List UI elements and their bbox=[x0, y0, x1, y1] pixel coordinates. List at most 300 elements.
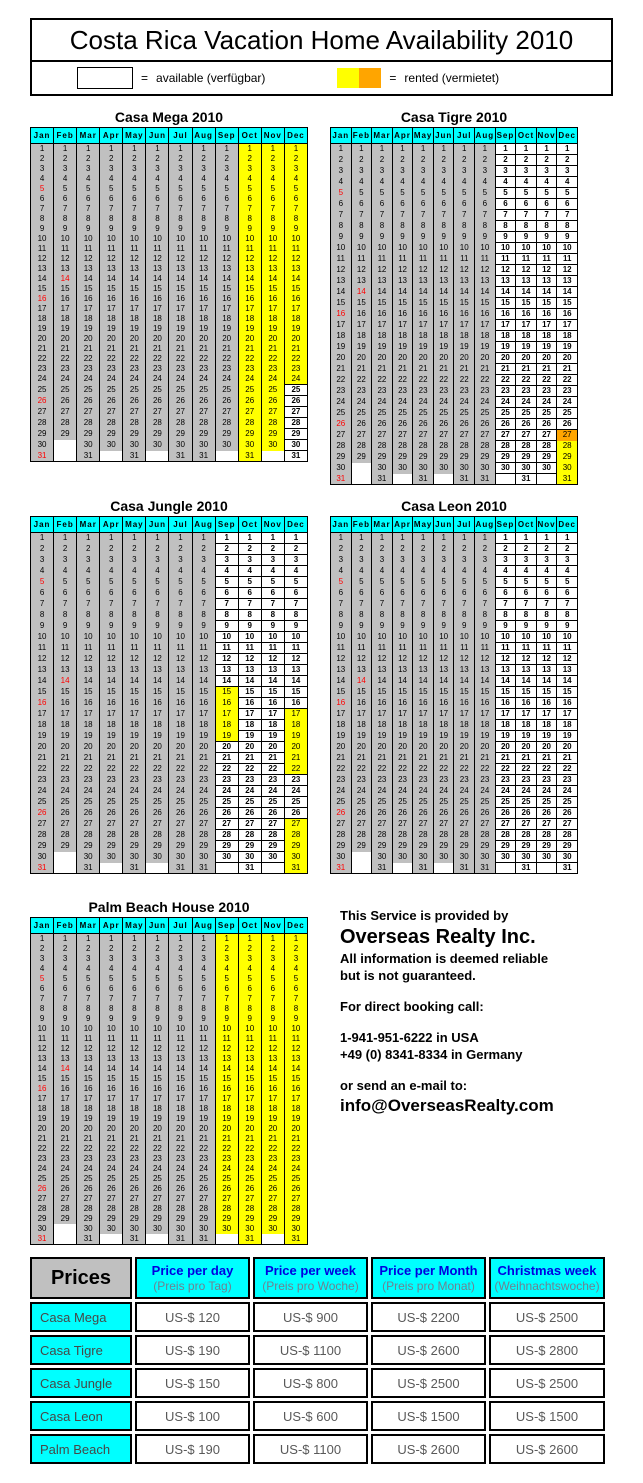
day-cell: 8 bbox=[146, 214, 169, 224]
day-cell: 6 bbox=[31, 984, 54, 994]
day-cell: 10 bbox=[100, 234, 123, 244]
day-cell: 17 bbox=[392, 709, 413, 720]
day-cell: 28 bbox=[284, 1204, 307, 1214]
day-cell: 17 bbox=[146, 1094, 169, 1104]
day-cell: 15 bbox=[372, 298, 393, 309]
day-cell: 4 bbox=[238, 964, 261, 974]
day-cell: 20 bbox=[169, 1124, 192, 1134]
house-name-cell: Casa Leon bbox=[30, 1401, 132, 1431]
day-cell: 20 bbox=[475, 742, 496, 753]
day-cell: 5 bbox=[261, 974, 284, 984]
day-cell: 26 bbox=[192, 396, 215, 407]
day-cell: 26 bbox=[475, 419, 496, 430]
day-cell: 31 bbox=[454, 863, 475, 874]
day-cell: 10 bbox=[495, 632, 516, 643]
day-cell: 4 bbox=[238, 174, 261, 184]
day-cell: 17 bbox=[123, 304, 146, 314]
day-cell: 7 bbox=[392, 599, 413, 610]
day-cell: 31 bbox=[413, 863, 434, 874]
day-cell: 26 bbox=[215, 808, 238, 819]
day-cell: 3 bbox=[123, 164, 146, 174]
day-cell: 12 bbox=[31, 654, 54, 665]
day-cell: 12 bbox=[284, 654, 307, 665]
day-cell: 29 bbox=[516, 841, 537, 852]
day-cell: 24 bbox=[392, 397, 413, 408]
day-cell: 17 bbox=[454, 709, 475, 720]
day-cell: 1 bbox=[351, 533, 372, 544]
day-cell: 22 bbox=[215, 354, 238, 364]
day-cell: 11 bbox=[123, 244, 146, 254]
day-cell: 18 bbox=[100, 720, 123, 731]
day-cell: 21 bbox=[284, 344, 307, 354]
day-cell: 28 bbox=[123, 418, 146, 429]
day-cell: 26 bbox=[123, 1184, 146, 1194]
day-cell: 30 bbox=[123, 852, 146, 863]
day-cell: 4 bbox=[433, 566, 454, 577]
day-cell: 18 bbox=[215, 720, 238, 731]
day-cell: 23 bbox=[433, 775, 454, 786]
day-cell: 20 bbox=[146, 334, 169, 344]
day-cell: 5 bbox=[475, 577, 496, 588]
day-cell: 18 bbox=[351, 331, 372, 342]
day-cell: 6 bbox=[495, 588, 516, 599]
empty-day-cell bbox=[100, 451, 123, 462]
day-cell: 3 bbox=[123, 954, 146, 964]
day-cell: 25 bbox=[331, 797, 352, 808]
day-cell: 26 bbox=[77, 396, 100, 407]
day-cell: 12 bbox=[54, 1044, 77, 1054]
day-cell: 14 bbox=[54, 274, 77, 284]
day-cell: 12 bbox=[146, 254, 169, 264]
day-cell: 16 bbox=[454, 309, 475, 320]
day-cell: 8 bbox=[372, 610, 393, 621]
day-cell: 23 bbox=[284, 1154, 307, 1164]
day-cell: 13 bbox=[284, 665, 307, 676]
day-cell: 6 bbox=[123, 984, 146, 994]
day-cell: 27 bbox=[169, 407, 192, 418]
day-cell: 30 bbox=[31, 440, 54, 451]
day-cell: 2 bbox=[475, 544, 496, 555]
month-header-jul: Jul bbox=[169, 128, 192, 144]
day-cell: 2 bbox=[372, 544, 393, 555]
day-cell: 15 bbox=[100, 284, 123, 294]
day-cell: 6 bbox=[146, 194, 169, 204]
day-cell: 23 bbox=[516, 775, 537, 786]
page-title: Costa Rica Vacation Home Availability 2010 bbox=[32, 20, 611, 62]
day-cell: 12 bbox=[536, 265, 557, 276]
day-cell: 9 bbox=[31, 1014, 54, 1024]
day-cell: 4 bbox=[413, 177, 434, 188]
day-cell: 24 bbox=[557, 397, 578, 408]
day-cell: 26 bbox=[100, 808, 123, 819]
day-cell: 29 bbox=[54, 1214, 77, 1224]
day-cell: 20 bbox=[238, 1124, 261, 1134]
day-cell: 16 bbox=[331, 698, 352, 709]
day-cell: 9 bbox=[433, 232, 454, 243]
month-header-jul: Jul bbox=[169, 517, 192, 533]
day-cell: 16 bbox=[372, 698, 393, 709]
price-column-subtitle: (Preis pro Monat) bbox=[382, 1279, 475, 1293]
day-cell: 28 bbox=[392, 441, 413, 452]
day-cell: 27 bbox=[54, 407, 77, 418]
day-cell: 29 bbox=[516, 452, 537, 463]
day-cell: 4 bbox=[433, 177, 454, 188]
day-cell: 24 bbox=[261, 374, 284, 385]
day-cell: 16 bbox=[169, 294, 192, 304]
day-cell: 13 bbox=[100, 665, 123, 676]
day-cell: 31 bbox=[557, 863, 578, 874]
day-cell: 21 bbox=[433, 364, 454, 375]
day-cell: 24 bbox=[413, 397, 434, 408]
day-cell: 20 bbox=[31, 334, 54, 344]
day-cell: 13 bbox=[372, 665, 393, 676]
day-cell: 31 bbox=[192, 1234, 215, 1245]
day-cell: 3 bbox=[475, 555, 496, 566]
day-cell: 31 bbox=[31, 451, 54, 462]
day-cell: 13 bbox=[495, 665, 516, 676]
day-cell: 11 bbox=[331, 254, 352, 265]
day-cell: 13 bbox=[433, 276, 454, 287]
day-cell: 24 bbox=[192, 374, 215, 385]
price-column-subtitle: (Weihnachtswoche) bbox=[494, 1279, 600, 1293]
day-cell: 22 bbox=[77, 354, 100, 364]
day-cell: 5 bbox=[433, 188, 454, 199]
day-cell: 8 bbox=[413, 610, 434, 621]
day-cell: 21 bbox=[31, 1134, 54, 1144]
day-cell: 29 bbox=[433, 841, 454, 852]
day-cell: 4 bbox=[192, 566, 215, 577]
month-header-mar: Mar bbox=[77, 517, 100, 533]
month-header-feb: Feb bbox=[351, 128, 372, 144]
day-cell: 28 bbox=[331, 441, 352, 452]
day-cell: 29 bbox=[100, 841, 123, 852]
day-cell: 26 bbox=[77, 808, 100, 819]
calendar-title: Casa Jungle 2010 bbox=[110, 498, 228, 514]
provider-info bbox=[340, 907, 620, 1118]
day-cell: 6 bbox=[100, 984, 123, 994]
day-cell: 4 bbox=[495, 177, 516, 188]
day-cell: 27 bbox=[100, 819, 123, 830]
day-cell: 26 bbox=[392, 419, 413, 430]
day-cell: 25 bbox=[475, 797, 496, 808]
day-cell: 23 bbox=[215, 1154, 238, 1164]
day-cell: 28 bbox=[146, 1204, 169, 1214]
day-cell: 13 bbox=[413, 276, 434, 287]
day-cell: 20 bbox=[54, 742, 77, 753]
day-cell: 2 bbox=[169, 154, 192, 164]
day-cell: 18 bbox=[516, 331, 537, 342]
day-cell: 3 bbox=[238, 555, 261, 566]
day-cell: 13 bbox=[261, 1054, 284, 1064]
empty-day-cell bbox=[54, 451, 77, 462]
day-cell: 15 bbox=[215, 687, 238, 698]
available-swatch bbox=[77, 67, 133, 89]
day-cell: 18 bbox=[54, 1104, 77, 1114]
day-cell: 1 bbox=[475, 533, 496, 544]
day-cell: 15 bbox=[169, 687, 192, 698]
day-cell: 21 bbox=[238, 753, 261, 764]
day-cell: 3 bbox=[284, 164, 307, 174]
day-cell: 17 bbox=[77, 304, 100, 314]
day-cell: 5 bbox=[331, 577, 352, 588]
day-cell: 14 bbox=[123, 676, 146, 687]
day-cell: 27 bbox=[261, 407, 284, 418]
day-cell: 3 bbox=[392, 555, 413, 566]
month-header-may: May bbox=[123, 517, 146, 533]
day-cell: 1 bbox=[77, 144, 100, 155]
day-cell: 13 bbox=[516, 665, 537, 676]
day-cell: 24 bbox=[433, 786, 454, 797]
day-cell: 5 bbox=[146, 974, 169, 984]
day-cell: 14 bbox=[557, 287, 578, 298]
day-cell: 13 bbox=[475, 665, 496, 676]
day-cell: 22 bbox=[146, 354, 169, 364]
day-cell: 30 bbox=[284, 1224, 307, 1234]
day-cell: 23 bbox=[495, 775, 516, 786]
day-cell: 11 bbox=[169, 643, 192, 654]
day-cell: 27 bbox=[123, 1194, 146, 1204]
day-cell: 29 bbox=[372, 452, 393, 463]
day-cell: 17 bbox=[284, 304, 307, 314]
day-cell: 26 bbox=[192, 1184, 215, 1194]
day-cell: 31 bbox=[169, 863, 192, 874]
day-cell: 1 bbox=[146, 533, 169, 544]
day-cell: 22 bbox=[557, 375, 578, 386]
day-cell: 18 bbox=[169, 314, 192, 324]
day-cell: 4 bbox=[475, 177, 496, 188]
day-cell: 17 bbox=[495, 320, 516, 331]
day-cell: 25 bbox=[392, 797, 413, 808]
day-cell: 9 bbox=[557, 232, 578, 243]
day-cell: 10 bbox=[169, 234, 192, 244]
day-cell: 3 bbox=[351, 166, 372, 177]
day-cell: 7 bbox=[146, 204, 169, 214]
day-cell: 16 bbox=[123, 294, 146, 304]
day-cell: 31 bbox=[77, 1234, 100, 1245]
day-cell: 31 bbox=[413, 474, 434, 485]
day-cell: 19 bbox=[100, 731, 123, 742]
day-cell: 26 bbox=[146, 396, 169, 407]
day-cell: 22 bbox=[146, 764, 169, 775]
day-cell: 28 bbox=[433, 441, 454, 452]
day-cell: 9 bbox=[100, 1014, 123, 1024]
day-cell: 10 bbox=[392, 243, 413, 254]
day-cell: 26 bbox=[351, 419, 372, 430]
day-cell: 5 bbox=[169, 184, 192, 194]
day-cell: 20 bbox=[100, 742, 123, 753]
day-cell: 1 bbox=[284, 144, 307, 155]
day-cell: 6 bbox=[169, 588, 192, 599]
day-cell: 3 bbox=[516, 166, 537, 177]
day-cell: 27 bbox=[54, 819, 77, 830]
day-cell: 1 bbox=[238, 144, 261, 155]
day-cell: 27 bbox=[100, 1194, 123, 1204]
day-cell: 2 bbox=[372, 155, 393, 166]
day-cell: 5 bbox=[31, 184, 54, 194]
day-cell: 17 bbox=[31, 709, 54, 720]
day-cell: 28 bbox=[146, 418, 169, 429]
day-cell: 24 bbox=[351, 397, 372, 408]
day-cell: 5 bbox=[284, 184, 307, 194]
day-cell: 15 bbox=[146, 284, 169, 294]
day-cell: 13 bbox=[146, 264, 169, 274]
prices-table bbox=[30, 1257, 615, 1464]
day-cell: 18 bbox=[433, 331, 454, 342]
day-cell: 21 bbox=[351, 753, 372, 764]
day-cell: 6 bbox=[261, 194, 284, 204]
day-cell: 30 bbox=[77, 440, 100, 451]
day-cell: 29 bbox=[536, 841, 557, 852]
day-cell: 12 bbox=[351, 265, 372, 276]
day-cell: 4 bbox=[146, 964, 169, 974]
day-cell: 6 bbox=[54, 588, 77, 599]
day-cell: 14 bbox=[215, 274, 238, 284]
day-cell: 31 bbox=[557, 474, 578, 485]
day-cell: 21 bbox=[372, 364, 393, 375]
day-cell: 1 bbox=[331, 533, 352, 544]
day-cell: 14 bbox=[31, 676, 54, 687]
day-cell: 6 bbox=[495, 199, 516, 210]
day-cell: 27 bbox=[192, 407, 215, 418]
day-cell: 28 bbox=[261, 1204, 284, 1214]
day-cell: 11 bbox=[284, 244, 307, 254]
day-cell: 31 bbox=[123, 451, 146, 462]
day-cell: 25 bbox=[215, 797, 238, 808]
day-cell: 13 bbox=[331, 665, 352, 676]
day-cell: 21 bbox=[495, 753, 516, 764]
day-cell: 21 bbox=[454, 753, 475, 764]
day-cell: 19 bbox=[123, 324, 146, 334]
day-cell: 27 bbox=[146, 407, 169, 418]
day-cell: 10 bbox=[238, 234, 261, 244]
day-cell: 2 bbox=[557, 544, 578, 555]
day-cell: 6 bbox=[123, 194, 146, 204]
day-cell: 14 bbox=[215, 1064, 238, 1074]
day-cell: 9 bbox=[215, 1014, 238, 1024]
day-cell: 30 bbox=[372, 463, 393, 474]
day-cell: 29 bbox=[557, 841, 578, 852]
day-cell: 29 bbox=[123, 1214, 146, 1224]
day-cell: 22 bbox=[77, 764, 100, 775]
day-cell: 26 bbox=[54, 1184, 77, 1194]
day-cell: 30 bbox=[516, 463, 537, 474]
month-header-jun: Jun bbox=[146, 128, 169, 144]
day-cell: 5 bbox=[516, 188, 537, 199]
day-cell: 8 bbox=[77, 610, 100, 621]
day-cell: 18 bbox=[123, 720, 146, 731]
day-cell: 2 bbox=[261, 544, 284, 555]
day-cell: 16 bbox=[351, 309, 372, 320]
price-column-header-1 bbox=[135, 1257, 250, 1299]
day-cell: 8 bbox=[413, 221, 434, 232]
day-cell: 22 bbox=[100, 354, 123, 364]
day-cell: 1 bbox=[331, 144, 352, 155]
day-cell: 21 bbox=[100, 1134, 123, 1144]
day-cell: 10 bbox=[516, 243, 537, 254]
day-cell: 14 bbox=[433, 676, 454, 687]
day-cell: 21 bbox=[433, 753, 454, 764]
day-cell: 6 bbox=[433, 199, 454, 210]
day-cell: 31 bbox=[475, 474, 496, 485]
house-name-cell: Casa Mega bbox=[30, 1302, 132, 1332]
info-spacer bbox=[340, 984, 620, 998]
day-cell: 11 bbox=[215, 244, 238, 254]
day-cell: 29 bbox=[215, 429, 238, 440]
day-cell: 7 bbox=[215, 599, 238, 610]
day-cell: 18 bbox=[31, 1104, 54, 1114]
day-cell: 18 bbox=[123, 314, 146, 324]
day-cell: 13 bbox=[31, 1054, 54, 1064]
price-cell: US-$ 190 bbox=[135, 1434, 250, 1464]
day-cell: 28 bbox=[261, 418, 284, 429]
day-cell: 24 bbox=[536, 397, 557, 408]
day-cell: 31 bbox=[169, 451, 192, 462]
day-cell: 6 bbox=[516, 588, 537, 599]
day-cell: 20 bbox=[54, 334, 77, 344]
day-cell: 3 bbox=[169, 555, 192, 566]
day-cell: 7 bbox=[372, 210, 393, 221]
day-cell: 14 bbox=[331, 676, 352, 687]
day-cell: 18 bbox=[215, 314, 238, 324]
day-cell: 14 bbox=[392, 287, 413, 298]
day-cell: 7 bbox=[284, 599, 307, 610]
info-line: For direct booking call: bbox=[340, 999, 484, 1014]
day-cell: 12 bbox=[54, 254, 77, 264]
day-cell: 27 bbox=[331, 819, 352, 830]
day-cell: 1 bbox=[215, 144, 238, 155]
day-cell: 22 bbox=[261, 1144, 284, 1154]
day-cell: 25 bbox=[215, 385, 238, 396]
day-cell: 1 bbox=[146, 144, 169, 155]
day-cell: 24 bbox=[169, 374, 192, 385]
day-cell: 12 bbox=[146, 654, 169, 665]
day-cell: 7 bbox=[413, 599, 434, 610]
day-cell: 19 bbox=[331, 342, 352, 353]
month-header-jul: Jul bbox=[454, 128, 475, 144]
day-cell: 19 bbox=[192, 731, 215, 742]
day-cell: 6 bbox=[31, 194, 54, 204]
day-cell: 12 bbox=[392, 654, 413, 665]
price-cell: US-$ 800 bbox=[253, 1368, 368, 1398]
day-cell: 23 bbox=[536, 386, 557, 397]
day-cell: 4 bbox=[475, 566, 496, 577]
day-cell: 17 bbox=[192, 304, 215, 314]
day-cell: 7 bbox=[331, 599, 352, 610]
day-cell: 27 bbox=[351, 430, 372, 441]
empty-day-cell bbox=[351, 474, 372, 485]
day-cell: 9 bbox=[54, 621, 77, 632]
day-cell: 16 bbox=[475, 698, 496, 709]
day-cell: 25 bbox=[192, 797, 215, 808]
day-cell: 22 bbox=[77, 1144, 100, 1154]
day-cell: 9 bbox=[536, 232, 557, 243]
day-cell: 14 bbox=[516, 287, 537, 298]
day-cell: 4 bbox=[413, 566, 434, 577]
day-cell: 7 bbox=[284, 204, 307, 214]
day-cell: 23 bbox=[123, 1154, 146, 1164]
day-cell: 2 bbox=[516, 155, 537, 166]
month-header-jun: Jun bbox=[433, 517, 454, 533]
day-cell: 21 bbox=[146, 344, 169, 354]
day-cell: 15 bbox=[331, 687, 352, 698]
day-cell: 11 bbox=[192, 244, 215, 254]
day-cell: 5 bbox=[557, 577, 578, 588]
day-cell: 4 bbox=[536, 177, 557, 188]
day-cell: 16 bbox=[238, 1084, 261, 1094]
day-cell: 11 bbox=[392, 254, 413, 265]
day-cell: 20 bbox=[261, 334, 284, 344]
day-cell: 19 bbox=[331, 731, 352, 742]
